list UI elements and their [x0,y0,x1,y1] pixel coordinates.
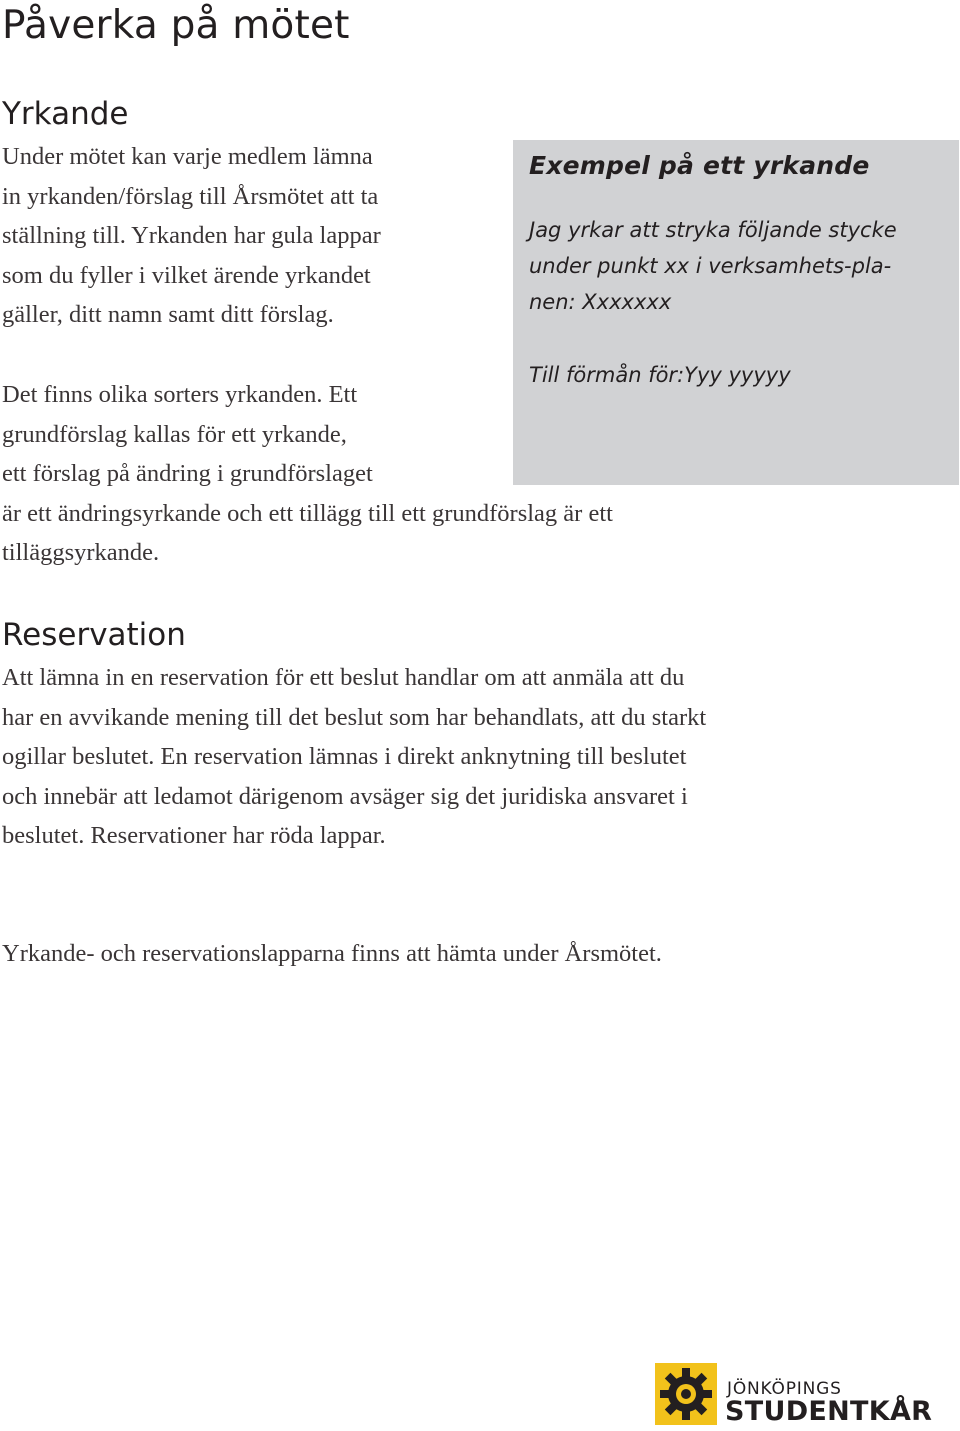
reservation-paragraph [2,658,706,856]
closing-text: Yrkande- och reservationslapparna finns att hämta under Årsmötet. [2,940,662,967]
text-line: har en avvikande mening till det beslut som har behandlats, att du starkt [2,703,707,731]
text-line: nen: Xxxxxxx [529,290,672,314]
text-line: ogillar beslutet. En reservation lämnas i direkt anknytning till beslutet [2,743,687,770]
text-line: beslutet. Reservationer har röda lappar. [2,822,386,849]
page-title: Påverka på mötet [2,3,350,48]
example-title: Exempel på ett yrkande [529,151,870,180]
text-line: ställning till. Yrkanden har gula lappar [2,222,381,249]
example-benefit: Till förmån för:Yyy yyyyy [529,363,791,387]
example-text [529,212,945,320]
yrkande-heading: Yrkande [2,96,129,132]
yrkande-paragraph-2 [2,375,613,573]
reservation-heading: Reservation [2,617,186,653]
text-line: Att lämna in en reservation för ett beslut handlar om att anmäla att du [2,664,685,691]
text-line: Jag yrkar att stryka följande stycke [529,218,897,242]
logo-line-2: STUDENTKÅR [725,1396,933,1427]
text-line: Det finns olika sorters yrkanden. Ett [2,381,358,408]
text-line: gäller, ditt namn samt ditt förslag. [2,301,334,328]
text-line: grundförslag kallas för ett yrkande, [2,420,347,448]
text-line: under punkt xx i verksamhets-pla- [529,254,892,278]
text-line: Under mötet kan varje medlem lämna [2,143,373,170]
text-line: är ett ändringsyrkande och ett tillägg till ett grundförslag är ett [2,499,613,527]
gear-logo-icon [655,1363,717,1425]
text-line: tilläggsyrkande. [2,539,160,566]
logo [655,1363,945,1431]
text-line: och innebär att ledamot därigenom avsäger sig det juridiska ansvaret i [2,782,688,810]
text-line: ett förslag på ändring i grundförslaget [2,460,373,487]
logo-line-1: JÖNKÖPINGS [727,1379,842,1399]
text-line: in yrkanden/förslag till Årsmötet att ta [2,182,379,210]
text-line: som du fyller i vilket ärende yrkandet [2,261,371,289]
yrkande-paragraph-1 [2,137,381,335]
